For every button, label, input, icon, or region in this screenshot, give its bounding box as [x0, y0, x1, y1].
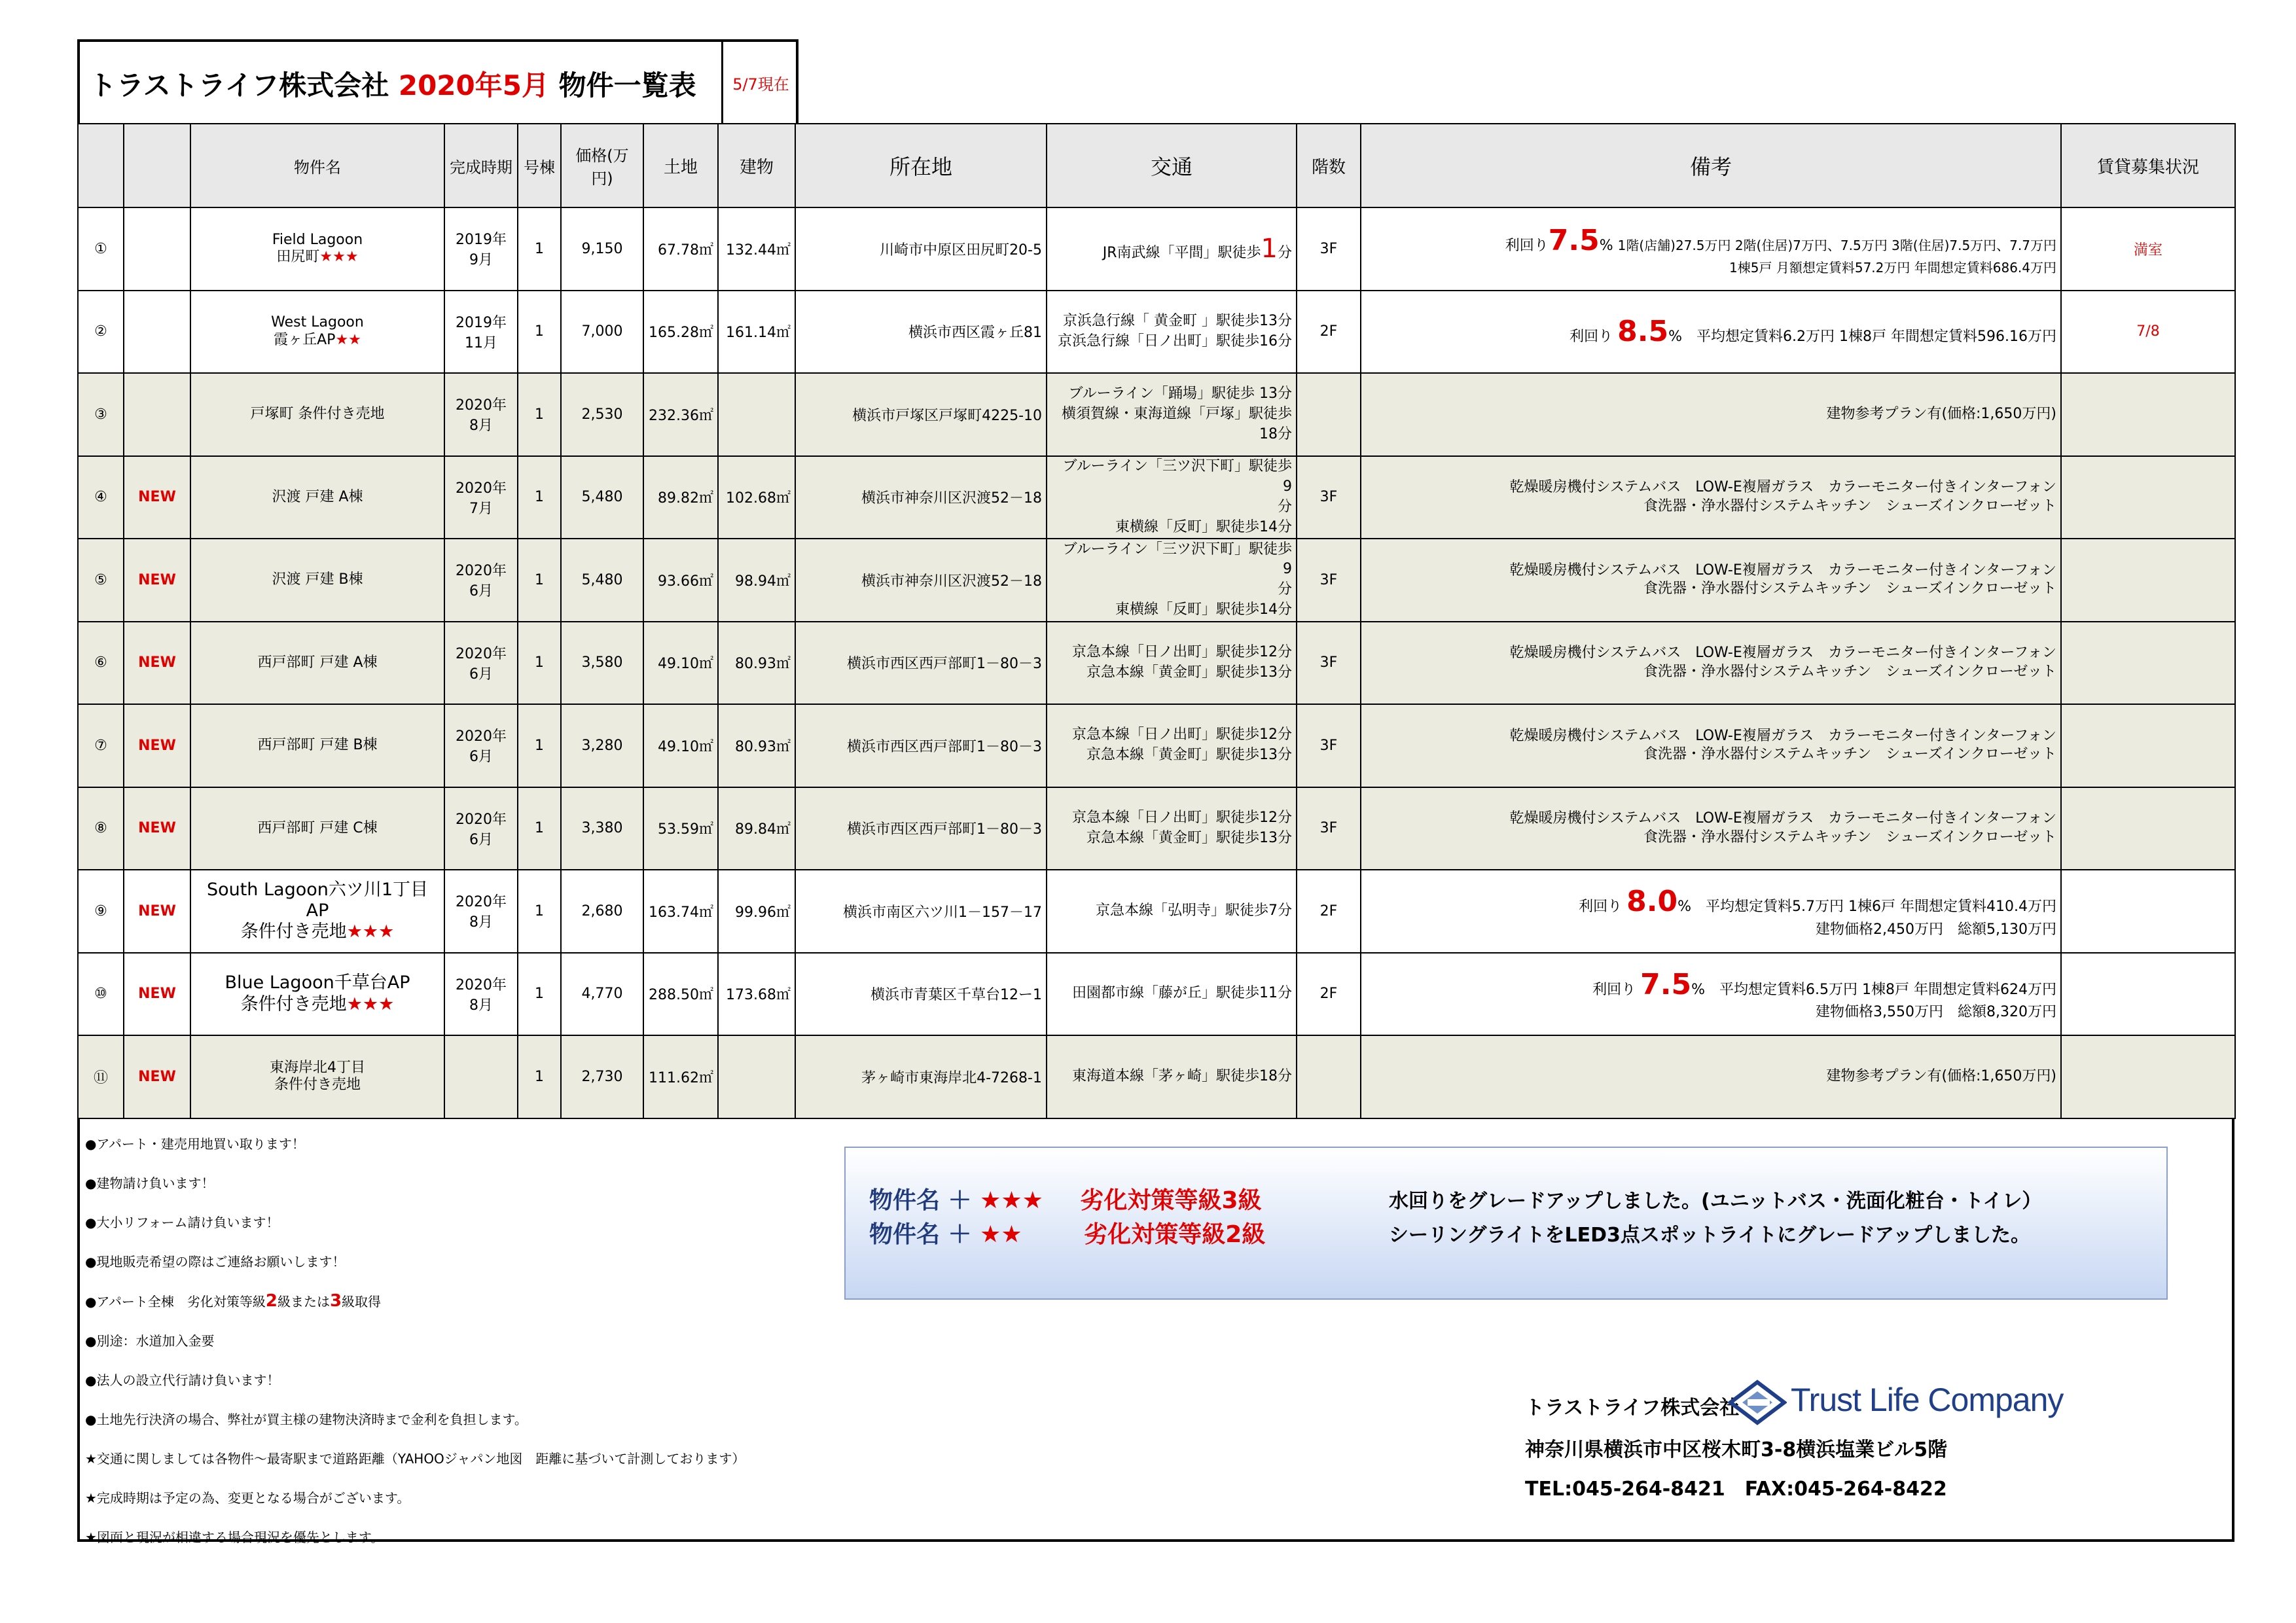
note-item: ●大小リフォーム請け負います！ [85, 1215, 279, 1230]
price: 3,280 [561, 704, 643, 787]
land-area: 49.10㎡ [643, 704, 718, 787]
location: 横浜市西区西戸部町1－80－3 [795, 622, 1047, 705]
floors [1297, 1035, 1361, 1118]
yield-percent: % [1668, 329, 1683, 346]
unit-count: 1 [518, 456, 561, 539]
yield-value: 7.5 [1640, 967, 1692, 1001]
title-period: 2020年5月 [398, 69, 549, 101]
completion-year: 2020年 [456, 397, 507, 414]
title-suffix: 物件一覧表 [558, 69, 696, 101]
unit-count: 1 [518, 704, 561, 787]
location: 横浜市西区西戸部町1－80－3 [795, 787, 1047, 870]
legend-label: 物件名 ＋ [869, 1221, 972, 1248]
transit-line: 京急本線「日ノ出町」駅徒歩12分 [1072, 643, 1292, 660]
completion-year: 2019年 [456, 314, 507, 331]
note-item: ●現地販売希望の際はご連絡お願いします！ [85, 1254, 346, 1270]
transit-line: ブルーライン「踊場」駅徒歩 13分 [1068, 385, 1292, 402]
transit-line: 東横線「反町」駅徒歩14分 [1115, 601, 1292, 618]
header-location: 所在地 [795, 124, 1047, 207]
header-no [78, 124, 124, 207]
company-name: トラストライフ株式会社 [1525, 1397, 1740, 1419]
property-name[interactable]: 西戸部町 戸建 A棟 [190, 622, 444, 705]
grade-stars: ★★ [335, 331, 361, 348]
unit-count: 1 [518, 870, 561, 953]
property-name[interactable]: 沢渡 戸建 A棟 [190, 456, 444, 539]
remarks [1361, 870, 2061, 953]
transit [1047, 373, 1297, 456]
row-number: ① [78, 207, 124, 291]
rental-status-empty [2061, 1035, 2235, 1118]
land-area: 67.78㎡ [643, 207, 718, 291]
floors: 3F [1297, 704, 1361, 787]
rental-status-na [2061, 539, 2235, 622]
property-name-line: 条件付き売地 [240, 921, 347, 942]
grade-stars: ★★★ [346, 993, 395, 1014]
table-row [78, 953, 2235, 1036]
transit-minutes: 1 [1261, 234, 1278, 264]
completion-year: 2020年 [456, 976, 507, 993]
completion-month: 6月 [469, 666, 493, 683]
company-phone: TEL:045-264-8421 FAX:045-264-8422 [1525, 1478, 1947, 1501]
price: 9,150 [561, 207, 643, 291]
table-row [78, 373, 2235, 456]
property-name-line: Field Lagoon [272, 231, 363, 248]
remarks [1361, 539, 2061, 622]
unit-count: 1 [518, 373, 561, 456]
rental-status-na [2061, 456, 2235, 539]
transit [1047, 207, 1297, 291]
property-name-line: West Lagoon [271, 314, 364, 331]
table-row [78, 207, 2235, 291]
price: 3,380 [561, 787, 643, 870]
header-name: 物件名 [190, 124, 444, 207]
location: 茅ヶ崎市東海岸北4-7268-1 [795, 1035, 1047, 1118]
row-number: ⑤ [78, 539, 124, 622]
completion-date [444, 207, 518, 291]
row-number: ⑨ [78, 870, 124, 953]
completion-year: 2020年 [456, 894, 507, 911]
transit-line: 京急本線「黄金町」駅徒歩13分 [1086, 747, 1292, 764]
land-area: 165.28㎡ [643, 291, 718, 374]
transit-line: 分 [1277, 245, 1292, 262]
company-logo-icon [1728, 1380, 1787, 1425]
note-item: ●法人の設立代行請け負います！ [85, 1372, 280, 1388]
new-badge: NEW [124, 622, 190, 705]
building-area: 98.94㎡ [718, 539, 795, 622]
property-name[interactable]: 西戸部町 戸建 C棟 [190, 787, 444, 870]
floors: 2F [1297, 870, 1361, 953]
rental-status-na [2061, 704, 2235, 787]
title-box [77, 39, 798, 123]
transit [1047, 787, 1297, 870]
row-number: ③ [78, 373, 124, 456]
unit-count: 1 [518, 953, 561, 1036]
land-area: 53.59㎡ [643, 787, 718, 870]
header-remarks: 備考 [1361, 124, 2061, 207]
grade-stars: ★★★ [346, 921, 395, 942]
land-area: 89.82㎡ [643, 456, 718, 539]
yield-value: 8.0 [1626, 885, 1678, 919]
location: 横浜市西区西戸部町1－80－3 [795, 704, 1047, 787]
rental-status: 満室 [2061, 207, 2235, 291]
yield-value: 8.5 [1617, 315, 1669, 349]
property-name-line: 田尻町 [276, 249, 320, 266]
remarks-text: 食洗器・浄水器付システムキッチン シューズインクローゼット [1643, 663, 2056, 680]
header-building: 建物 [718, 124, 795, 207]
land-area: 111.62㎡ [643, 1035, 718, 1118]
price: 2,730 [561, 1035, 643, 1118]
remarks [1361, 953, 2061, 1036]
building-area [718, 373, 795, 456]
property-name[interactable] [190, 291, 444, 374]
remarks [1361, 291, 2061, 374]
floors: 2F [1297, 291, 1361, 374]
header-rental-status: 賃貸募集状況 [2061, 124, 2235, 207]
transit [1047, 704, 1297, 787]
completion-month: 8月 [469, 914, 493, 931]
new-badge [124, 291, 190, 374]
row-number: ⑧ [78, 787, 124, 870]
title-company: トラストライフ株式会社 [89, 69, 389, 101]
location: 横浜市神奈川区沢渡52－18 [795, 456, 1047, 539]
transit-line: 京急本線「黄金町」駅徒歩13分 [1086, 829, 1292, 846]
legend-label: 物件名 ＋ [869, 1187, 972, 1214]
remarks-text: 食洗器・浄水器付システムキッチン シューズインクローゼット [1643, 746, 2056, 763]
new-badge: NEW [124, 456, 190, 539]
transit-line: 分 [1277, 498, 1292, 515]
property-name-line: AP [306, 901, 329, 921]
transit-line: 18分 [1259, 425, 1292, 442]
legend-grade: 劣化対策等級3級 [1080, 1187, 1262, 1214]
table-row [78, 456, 2235, 539]
table-row [78, 539, 2235, 622]
rental-status-empty [2061, 953, 2235, 1036]
remarks-text: 乾燥暖房機付システムバス LOW-E複層ガラス カラーモニター付きインターフォン [1509, 645, 2056, 662]
remarks-text: 食洗器・浄水器付システムキッチン シューズインクローゼット [1643, 580, 2056, 597]
completion-month: 7月 [469, 500, 493, 517]
legend-row [869, 1182, 1262, 1215]
remarks-text: 平均想定賃料6.5万円 1棟8戸 年間想定賃料624万円 [1719, 981, 2056, 998]
yield-label: 利回り [1570, 329, 1613, 346]
remarks [1361, 207, 2061, 291]
rental-status-empty [2061, 870, 2235, 953]
property-name-line: Blue Lagoon千草台AP [224, 972, 410, 993]
completion-date [444, 787, 518, 870]
unit-count: 1 [518, 787, 561, 870]
table-row [78, 291, 2235, 374]
unit-count: 1 [518, 1035, 561, 1118]
completion-date [444, 704, 518, 787]
remarks [1361, 704, 2061, 787]
row-number: ⑩ [78, 953, 124, 1036]
floors: 3F [1297, 787, 1361, 870]
transit-line: JR南武線「平間」駅徒歩 [1102, 245, 1261, 262]
new-badge: NEW [124, 870, 190, 953]
land-area: 93.66㎡ [643, 539, 718, 622]
yield-percent: % [1677, 899, 1692, 916]
remarks [1361, 456, 2061, 539]
header-transit: 交通 [1047, 124, 1297, 207]
new-badge: NEW [124, 1035, 190, 1118]
remarks-text: 平均想定賃料5.7万円 1棟6戸 年間想定賃料410.4万円 [1706, 899, 2056, 916]
remarks-text: 食洗器・浄水器付システムキッチン シューズインクローゼット [1643, 497, 2056, 514]
note-item [85, 1281, 745, 1321]
transit [1047, 539, 1297, 622]
new-badge: NEW [124, 704, 190, 787]
price: 5,480 [561, 456, 643, 539]
completion-month: 6月 [469, 749, 493, 766]
legend-grade: 劣化対策等級2級 [1084, 1221, 1266, 1248]
note-item: ★交通に関しましては各物件～最寄駅まで道路距離（YAHOOジャパン地図 距離に基づいて計測しております） [85, 1451, 745, 1467]
completion-year: 2019年 [456, 232, 507, 249]
note-item: ●アパート・建売用地買い取ります！ [85, 1136, 305, 1152]
remarks-text: 1棟5戸 月額想定賃料57.2万円 年間想定賃料686.4万円 [1729, 259, 2056, 276]
completion-month: 11月 [465, 334, 497, 351]
note-grade: 2 [265, 1291, 278, 1311]
note-text: 級取得 [342, 1294, 382, 1310]
footer-notes [85, 1124, 745, 1557]
floors: 3F [1297, 539, 1361, 622]
property-table [77, 123, 2236, 1119]
note-text: ●アパート全棟 劣化対策等級 [85, 1294, 266, 1310]
new-badge: NEW [124, 539, 190, 622]
transit [1047, 456, 1297, 539]
note-item: ★図面と現況が相違する場合現況を優先とします。 [85, 1529, 384, 1545]
transit-line: ブルーライン「三ツ沢下町」駅徒歩 9 [1062, 541, 1292, 578]
location: 横浜市西区霞ヶ丘81 [795, 291, 1047, 374]
completion-month: 6月 [469, 583, 493, 600]
location: 横浜市神奈川区沢渡52－18 [795, 539, 1047, 622]
note-item: ●土地先行決済の場合、弊社が買主様の建物決済時まで金利を負担します。 [85, 1412, 528, 1427]
remarks-text: 乾燥暖房機付システムバス LOW-E複層ガラス カラーモニター付きインターフォン [1509, 727, 2056, 744]
table-row [78, 704, 2235, 787]
transit-line: 京急本線「黄金町」駅徒歩13分 [1086, 664, 1292, 681]
remarks-text: 建物価格3,550万円 総額8,320万円 [1816, 1004, 2056, 1021]
completion-date [444, 622, 518, 705]
table-header-row [78, 124, 2235, 207]
note-item: ●別途：水道加入金要 [85, 1333, 215, 1349]
completion-date [444, 870, 518, 953]
yield-label: 利回り [1592, 981, 1636, 998]
transit-line: 京浜急行線「 黄金町 」駅徒歩13分 [1063, 312, 1292, 329]
table-row [78, 622, 2235, 705]
land-area: 288.50㎡ [643, 953, 718, 1036]
transit-line: 横須賀線・東海道線「戸塚」駅徒歩 [1061, 405, 1292, 422]
location: 横浜市南区六ツ川1－157－17 [795, 870, 1047, 953]
remarks-text: 乾燥暖房機付システムバス LOW-E複層ガラス カラーモニター付きインターフォン [1509, 810, 2056, 827]
floors: 3F [1297, 622, 1361, 705]
unit-count: 1 [518, 291, 561, 374]
company-logo-text: Trust Life Company [1791, 1382, 2064, 1418]
floors: 3F [1297, 456, 1361, 539]
transit-line: 分 [1277, 581, 1292, 598]
building-area: 161.14㎡ [718, 291, 795, 374]
transit [1047, 622, 1297, 705]
note-item: ●建物請け負います！ [85, 1175, 215, 1191]
completion-month: 9月 [469, 252, 493, 269]
rental-status: 7/8 [2061, 291, 2235, 374]
note-text: 級または [277, 1294, 330, 1310]
new-badge [124, 207, 190, 291]
legend-row [869, 1216, 1265, 1249]
note-grade: 3 [329, 1291, 342, 1311]
completion-year: 2020年 [456, 811, 507, 828]
price: 3,580 [561, 622, 643, 705]
yield-label: 利回り [1579, 899, 1623, 916]
transit: 田園都市線「藤が丘」駅徒歩11分 [1047, 953, 1297, 1036]
unit-count: 1 [518, 207, 561, 291]
property-name-line: 東海岸北4丁目 [270, 1059, 365, 1076]
table-row [78, 787, 2235, 870]
completion-date [444, 953, 518, 1036]
new-badge: NEW [124, 787, 190, 870]
yield-value: 7.5 [1548, 223, 1600, 257]
property-name[interactable] [190, 870, 444, 953]
legend-description: シーリングライトをLED3点スポットライトにグレードアップしました。 [1389, 1224, 2030, 1247]
location: 横浜市戸塚区戸塚町4225-10 [795, 373, 1047, 456]
header-completion: 完成時期 [444, 124, 518, 207]
remarks [1361, 787, 2061, 870]
property-name[interactable]: 戸塚町 条件付き売地 [190, 373, 444, 456]
price: 7,000 [561, 291, 643, 374]
remarks [1361, 622, 2061, 705]
property-name-line: 霞ヶ丘AP [274, 331, 336, 348]
completion-month: 8月 [469, 997, 493, 1014]
property-name[interactable] [190, 207, 444, 291]
land-area: 163.74㎡ [643, 870, 718, 953]
floors: 3F [1297, 207, 1361, 291]
building-area: 173.68㎡ [718, 953, 795, 1036]
land-area: 232.36㎡ [643, 373, 718, 456]
company-address: 神奈川県横浜市中区桜木町3-8横浜塩業ビル5階 [1525, 1438, 1948, 1461]
remarks-text: 乾燥暖房機付システムバス LOW-E複層ガラス カラーモニター付きインターフォン [1509, 479, 2056, 496]
remarks-text: 食洗器・浄水器付システムキッチン シューズインクローゼット [1643, 829, 2056, 846]
location: 川崎市中原区田尻町20-5 [795, 207, 1047, 291]
transit-line: 京急本線「日ノ出町」駅徒歩12分 [1072, 809, 1292, 826]
grade-legend [844, 1147, 2168, 1300]
remarks-text: 平均想定賃料6.2万円 1棟8戸 年間想定賃料596.16万円 [1696, 329, 2056, 346]
grade-stars: ★★★ [319, 249, 359, 266]
property-name[interactable] [190, 953, 444, 1036]
header-units: 号棟 [518, 124, 561, 207]
legend-description: 水回りをグレードアップしました。(ユニットバス・洗面化粧台・トイレ） [1389, 1190, 2042, 1213]
row-number: ⑪ [78, 1035, 124, 1118]
land-area: 49.10㎡ [643, 622, 718, 705]
page-title [89, 64, 696, 103]
floors [1297, 373, 1361, 456]
row-number: ⑥ [78, 622, 124, 705]
remarks: 建物参考プラン有(価格:1,650万円) [1361, 1035, 2061, 1118]
price: 2,680 [561, 870, 643, 953]
property-name[interactable] [190, 1035, 444, 1118]
transit: 東海道本線「茅ヶ崎」駅徒歩18分 [1047, 1035, 1297, 1118]
building-area: 132.44㎡ [718, 207, 795, 291]
transit-line: 東横線「反町」駅徒歩14分 [1115, 518, 1292, 535]
completion-year: 2020年 [456, 728, 507, 745]
building-area: 102.68㎡ [718, 456, 795, 539]
transit-line: ブルーライン「三ツ沢下町」駅徒歩 9 [1062, 458, 1292, 495]
header-badge [124, 124, 190, 207]
unit-count: 1 [518, 622, 561, 705]
price: 5,480 [561, 539, 643, 622]
new-badge [124, 373, 190, 456]
completion-date [444, 539, 518, 622]
building-area [718, 1035, 795, 1118]
completion-month: 8月 [469, 418, 493, 435]
building-area: 89.84㎡ [718, 787, 795, 870]
completion-date [444, 373, 518, 456]
remarks-text: 建物価格2,450万円 総額5,130万円 [1816, 921, 2056, 938]
completion-year: 2020年 [456, 563, 507, 580]
building-area: 80.93㎡ [718, 704, 795, 787]
completion-month: 6月 [469, 831, 493, 848]
location: 横浜市青葉区千草台12ー1 [795, 953, 1047, 1036]
legend-stars: ★★★ [980, 1187, 1043, 1214]
remarks-text: 乾燥暖房機付システムバス LOW-E複層ガラス カラーモニター付きインターフォン [1509, 562, 2056, 579]
property-name-line: 条件付き売地 [240, 993, 347, 1014]
header-floors: 階数 [1297, 124, 1361, 207]
rental-status-na [2061, 373, 2235, 456]
remarks-text: 1階(店舗)27.5万円 2階(住居)7万円、7.5万円 3階(住居)7.5万円、7.7万円 [1617, 237, 2056, 253]
as-of-date: 5/7現在 [721, 42, 798, 123]
price: 4,770 [561, 953, 643, 1036]
completion-year: 2020年 [456, 645, 507, 662]
legend-stars: ★★ [980, 1221, 1022, 1248]
header-land: 土地 [643, 124, 718, 207]
table-row [78, 1035, 2235, 1118]
transit [1047, 291, 1297, 374]
header-price: 価格(万円) [561, 124, 643, 207]
property-name-line: 条件付き売地 [274, 1077, 361, 1094]
new-badge: NEW [124, 953, 190, 1036]
property-name[interactable]: 沢渡 戸建 B棟 [190, 539, 444, 622]
transit: 京急本線「弘明寺」駅徒歩7分 [1047, 870, 1297, 953]
transit-line: 京浜急行線「日ノ出町」駅徒歩16分 [1058, 332, 1292, 349]
yield-percent: % [1691, 981, 1706, 998]
table-row [78, 870, 2235, 953]
yield-label: 利回り [1505, 237, 1549, 254]
property-name[interactable]: 西戸部町 戸建 B棟 [190, 704, 444, 787]
rental-status-na [2061, 622, 2235, 705]
row-number: ② [78, 291, 124, 374]
completion-date [444, 291, 518, 374]
rental-status-na [2061, 787, 2235, 870]
completion-year: 2020年 [456, 480, 507, 497]
remarks: 建物参考プラン有(価格:1,650万円) [1361, 373, 2061, 456]
price: 2,530 [561, 373, 643, 456]
building-area: 99.96㎡ [718, 870, 795, 953]
completion-date [444, 456, 518, 539]
row-number: ⑦ [78, 704, 124, 787]
note-item: ★完成時期は予定の為、変更となる場合がございます。 [85, 1490, 410, 1506]
building-area: 80.93㎡ [718, 622, 795, 705]
completion-date [444, 1035, 518, 1118]
row-number: ④ [78, 456, 124, 539]
unit-count: 1 [518, 539, 561, 622]
floors: 2F [1297, 953, 1361, 1036]
yield-percent: % [1599, 237, 1613, 254]
transit-line: 京急本線「日ノ出町」駅徒歩12分 [1072, 726, 1292, 743]
property-name-line: South Lagoon六ツ川1丁目 [206, 879, 429, 900]
